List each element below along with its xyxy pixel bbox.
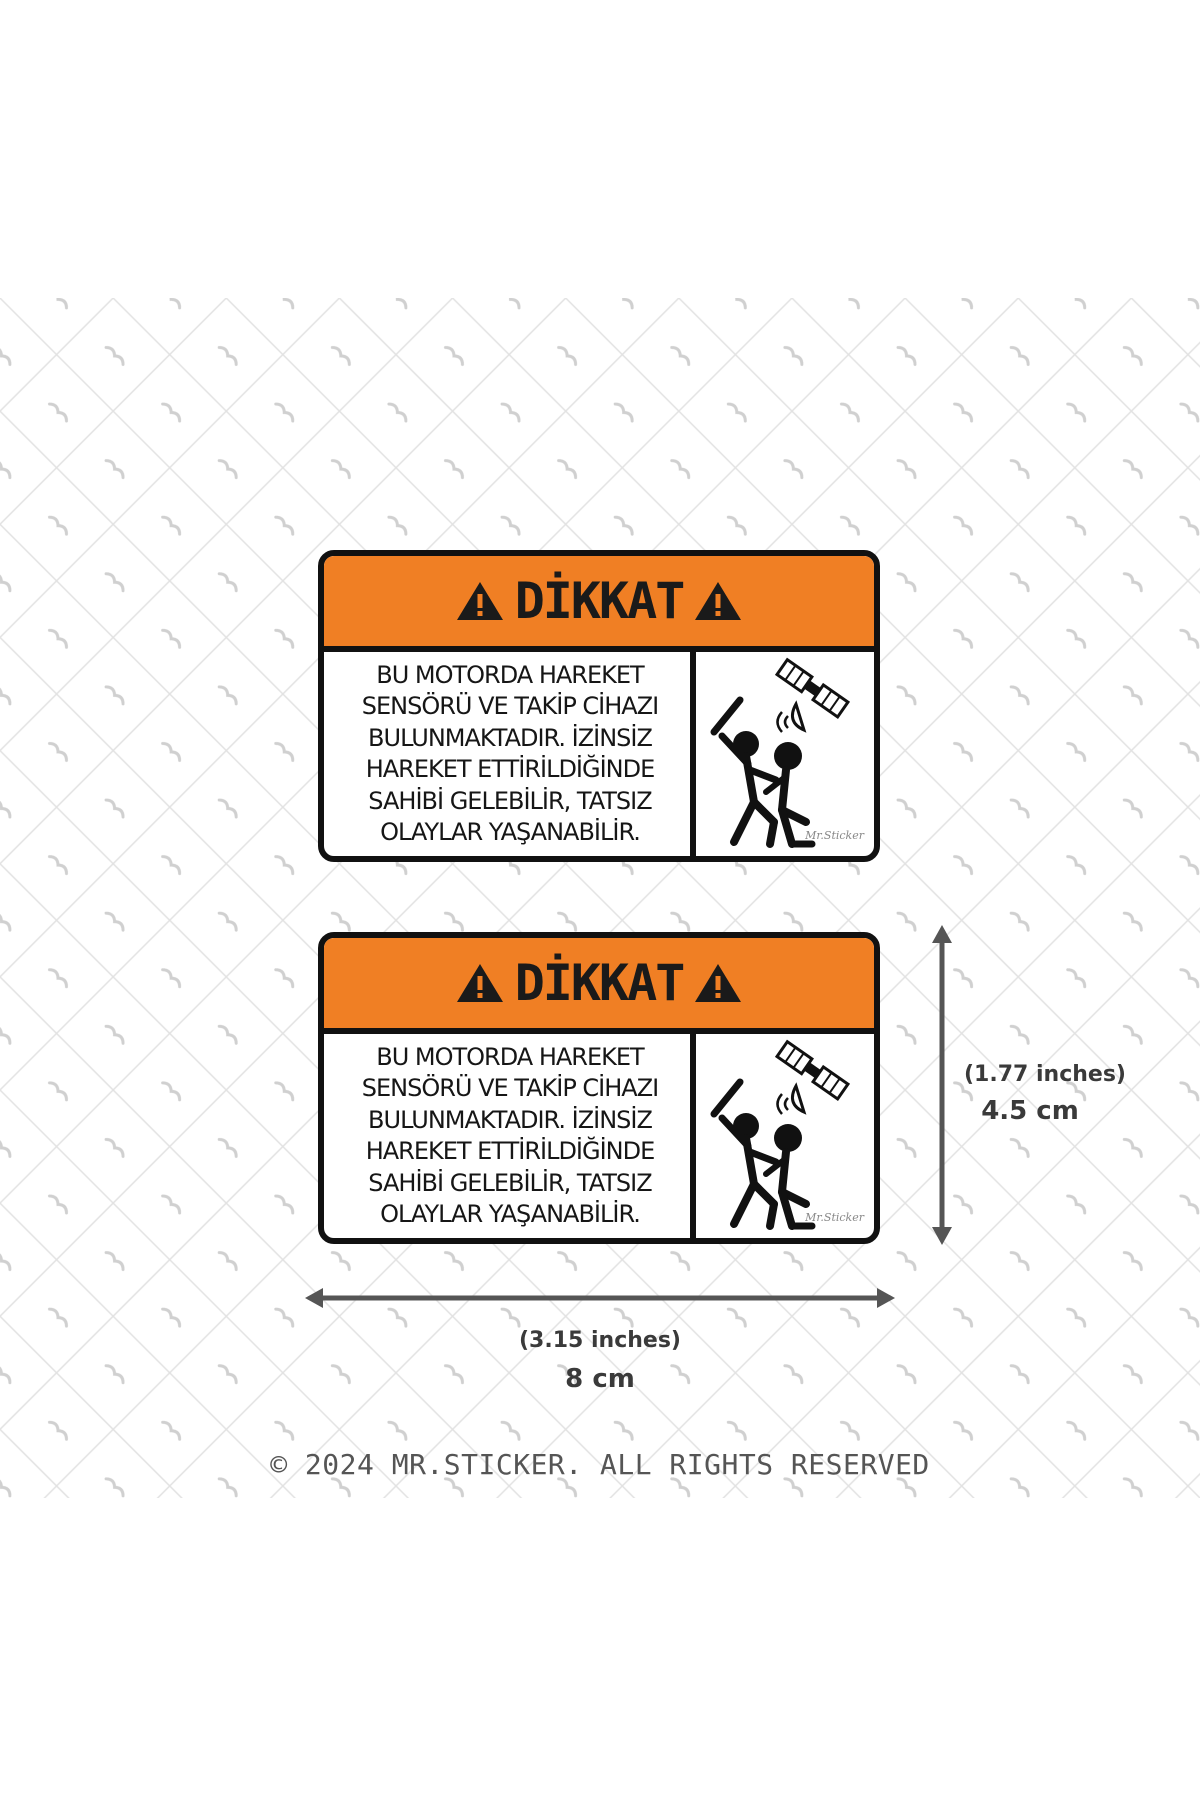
sticker-body (324, 1034, 874, 1238)
sticker-message (332, 658, 688, 850)
sticker-header (324, 938, 874, 1034)
stick-figure-icon (696, 1034, 874, 1238)
height-cm-label: 4.5 cm (981, 1096, 1079, 1126)
width-double-arrow-icon (305, 1283, 895, 1313)
sticker-message-text: BU MOTORDA HAREKET SENSÖRÜ VE TAKİP CİHAZI BULUNMAKTADIR. İZİNSİZ HAREKET ETTİRİLDİĞİNDE SAHİBİ GELEBİLİR, TATSIZ OLAYLAR YAŞANABİLİR. (361, 660, 659, 846)
warning-sticker-top (318, 550, 880, 862)
sticker-illustration (696, 1034, 874, 1238)
sticker-illustration (696, 652, 874, 856)
stick-figure-icon (696, 652, 874, 856)
warning-triangle-icon (693, 962, 743, 1004)
copyright-text: © 2024 MR.STICKER. ALL RIGHTS RESERVED (270, 1448, 930, 1481)
warning-sticker-bottom (318, 932, 880, 1244)
sticker-message-text: BU MOTORDA HAREKET SENSÖRÜ VE TAKİP CİHAZI BULUNMAKTADIR. İZİNSİZ HAREKET ETTİRİLDİĞİNDE SAHİBİ GELEBİLİR, TATSIZ OLAYLAR YAŞANABİLİR. (361, 1042, 659, 1228)
sticker-header (324, 556, 874, 652)
width-cm-label: 8 cm (565, 1364, 635, 1394)
sticker-title: DİKKAT (514, 954, 684, 1012)
watermark-pattern (0, 298, 1200, 1498)
height-inches-label: (1.77 inches) (964, 1062, 1126, 1087)
warning-triangle-icon (455, 580, 505, 622)
sticker-message (332, 1040, 688, 1232)
warning-triangle-icon (693, 580, 743, 622)
brand-logo: Mr.Sticker (805, 829, 864, 842)
warning-triangle-icon (455, 962, 505, 1004)
brand-logo: Mr.Sticker (805, 1211, 864, 1224)
sticker-title: DİKKAT (514, 572, 684, 630)
sticker-body (324, 652, 874, 856)
width-inches-label: (3.15 inches) (519, 1328, 681, 1353)
